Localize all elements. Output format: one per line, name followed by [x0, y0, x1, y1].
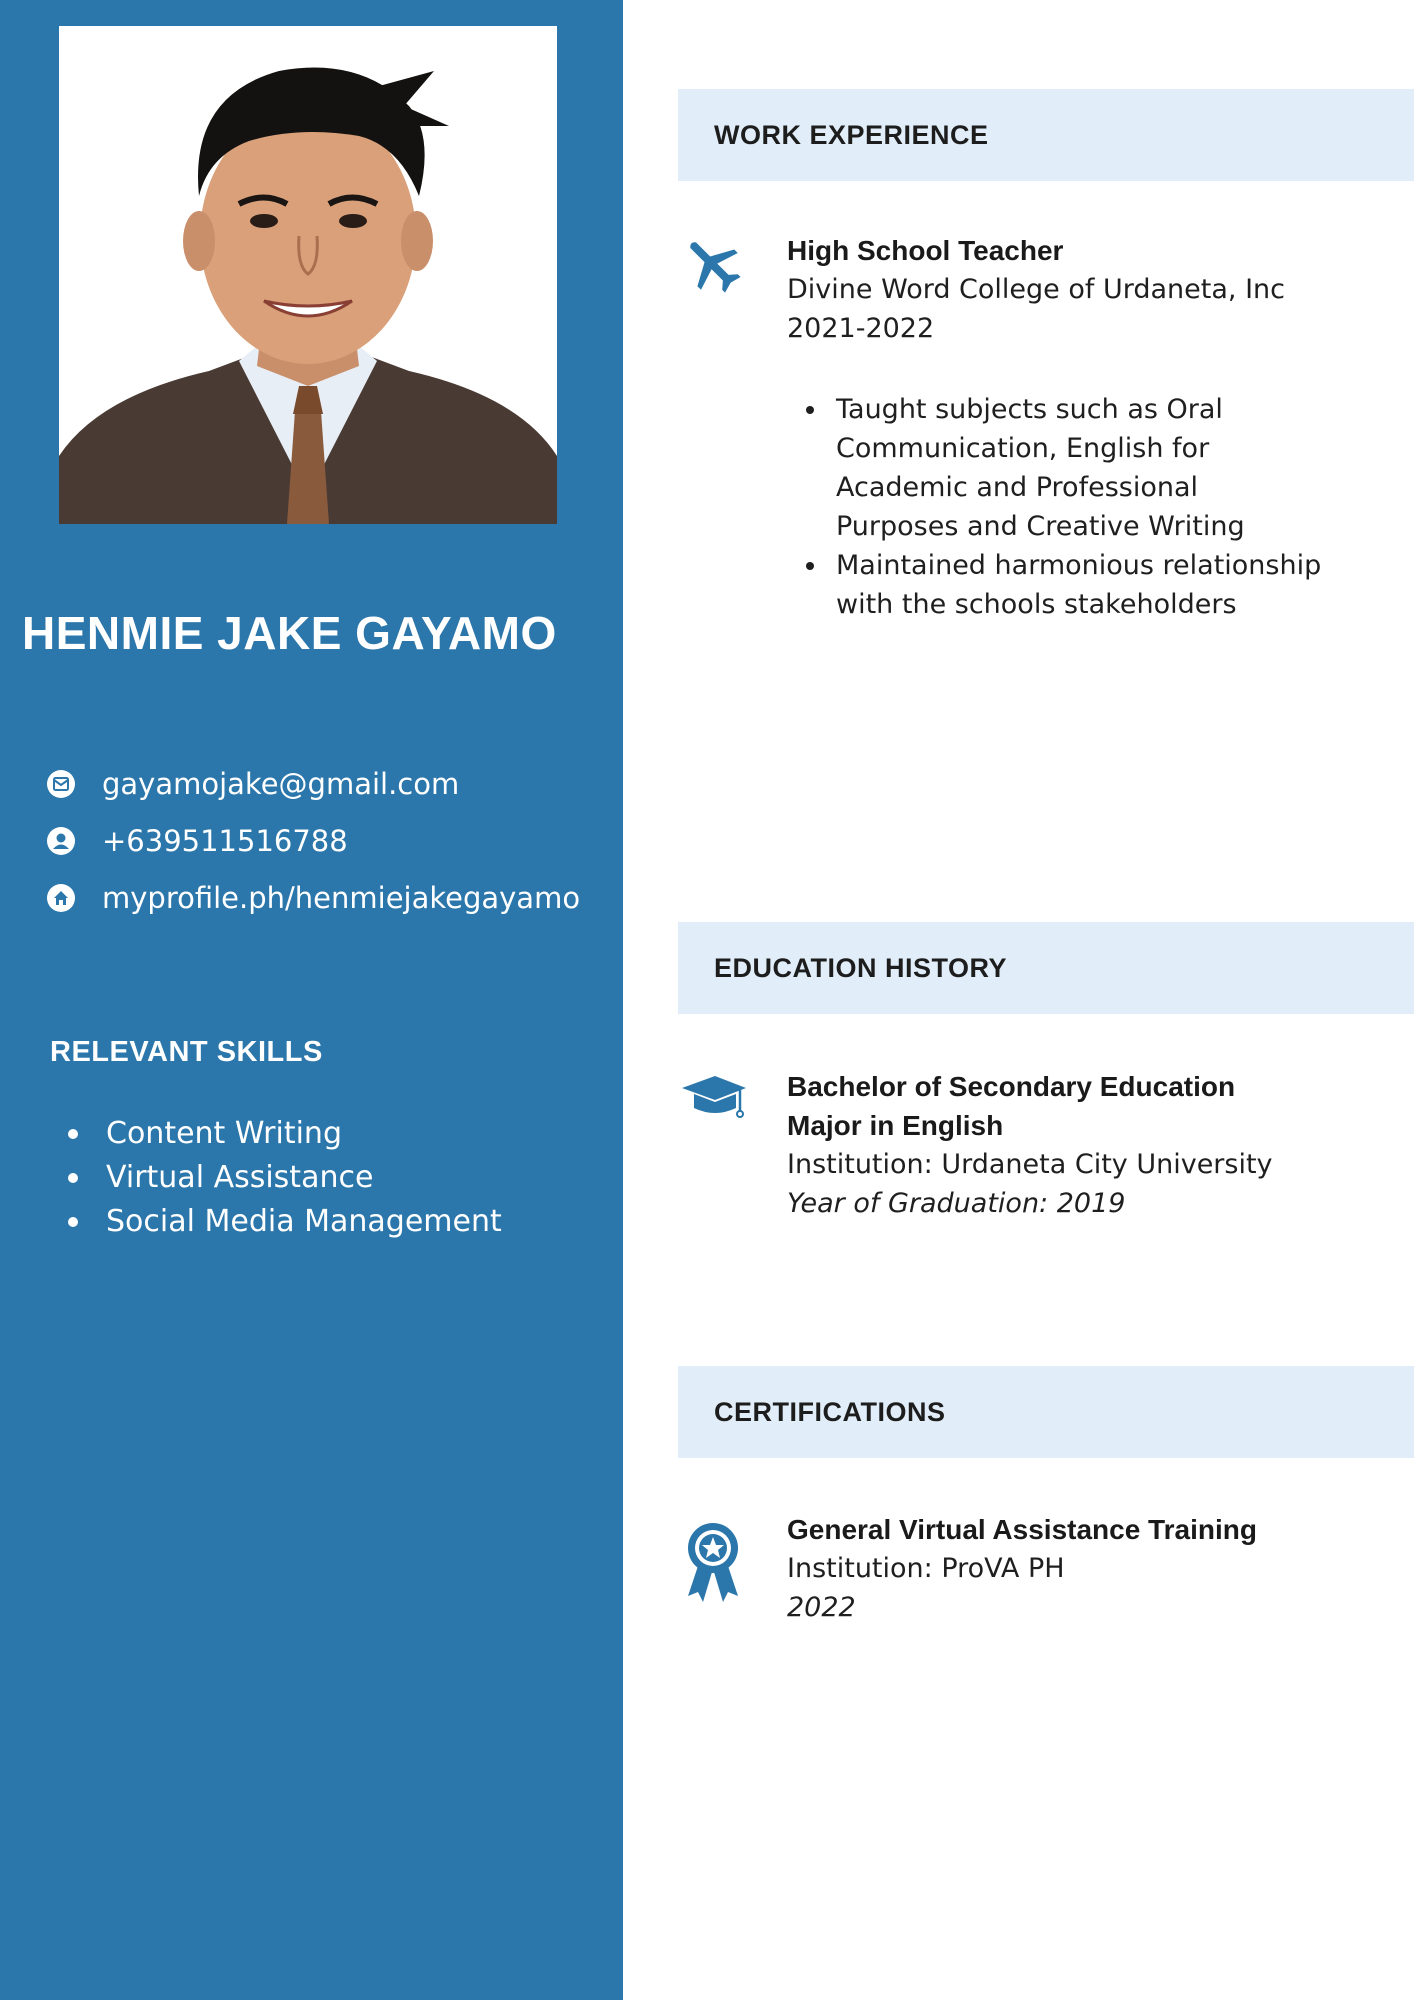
section-title: WORK EXPERIENCE — [714, 119, 989, 150]
certification-institution: Institution: ProVA PH — [787, 1553, 1065, 1584]
contact-phone[interactable] — [44, 824, 604, 858]
list-item: Social Media Management — [68, 1200, 502, 1244]
list-item: Maintained harmonious relationship with the schools stakeholders — [806, 546, 1326, 624]
skills-list — [68, 1112, 502, 1244]
degree-major: Major in English — [787, 1110, 1004, 1141]
graduation-cap-icon — [680, 1068, 746, 1138]
certification-name: General Virtual Assistance Training — [787, 1514, 1257, 1545]
list-item: Taught subjects such as Oral Communication, English for Academic and Professional Purposes and Creative Writing — [806, 390, 1326, 546]
certification-year: 2022 — [787, 1592, 856, 1623]
award-ribbon-icon — [680, 1520, 746, 1606]
education-history-header — [678, 922, 1414, 1014]
home-icon — [44, 881, 78, 915]
duties-list — [806, 390, 1326, 624]
profile-photo — [59, 26, 557, 524]
degree-title: Bachelor of Secondary Education — [787, 1071, 1236, 1102]
contact-email-text: gayamojake@gmail.com — [102, 767, 460, 801]
skills-heading: RELEVANT SKILLS — [50, 1036, 323, 1068]
graduation-year: Year of Graduation: 2019 — [787, 1188, 1126, 1219]
job-title: High School Teacher — [787, 235, 1064, 266]
candidate-name: HENMIE JAKE GAYAMO — [22, 607, 557, 659]
certifications-header — [678, 1366, 1414, 1458]
education-entry — [787, 1067, 1387, 1223]
employer: Divine Word College of Urdaneta, Inc — [787, 274, 1285, 305]
education-institution: Institution: Urdaneta City University — [787, 1149, 1273, 1180]
user-icon — [44, 824, 78, 858]
section-title: EDUCATION HISTORY — [714, 952, 1008, 983]
contact-phone-text: +639511516788 — [102, 824, 348, 858]
envelope-icon — [44, 767, 78, 801]
work-entry — [787, 231, 1387, 348]
section-title: CERTIFICATIONS — [714, 1396, 946, 1427]
contact-website[interactable] — [44, 881, 604, 915]
list-item: Content Writing — [68, 1112, 502, 1156]
certification-entry — [787, 1510, 1387, 1627]
employment-years: 2021-2022 — [787, 313, 935, 344]
airplane-icon — [680, 230, 746, 300]
work-experience-header — [678, 89, 1414, 181]
list-item: Virtual Assistance — [68, 1156, 502, 1200]
contact-website-text: myprofile.ph/henmiejakegayamo — [102, 881, 581, 915]
contact-email[interactable] — [44, 767, 604, 801]
